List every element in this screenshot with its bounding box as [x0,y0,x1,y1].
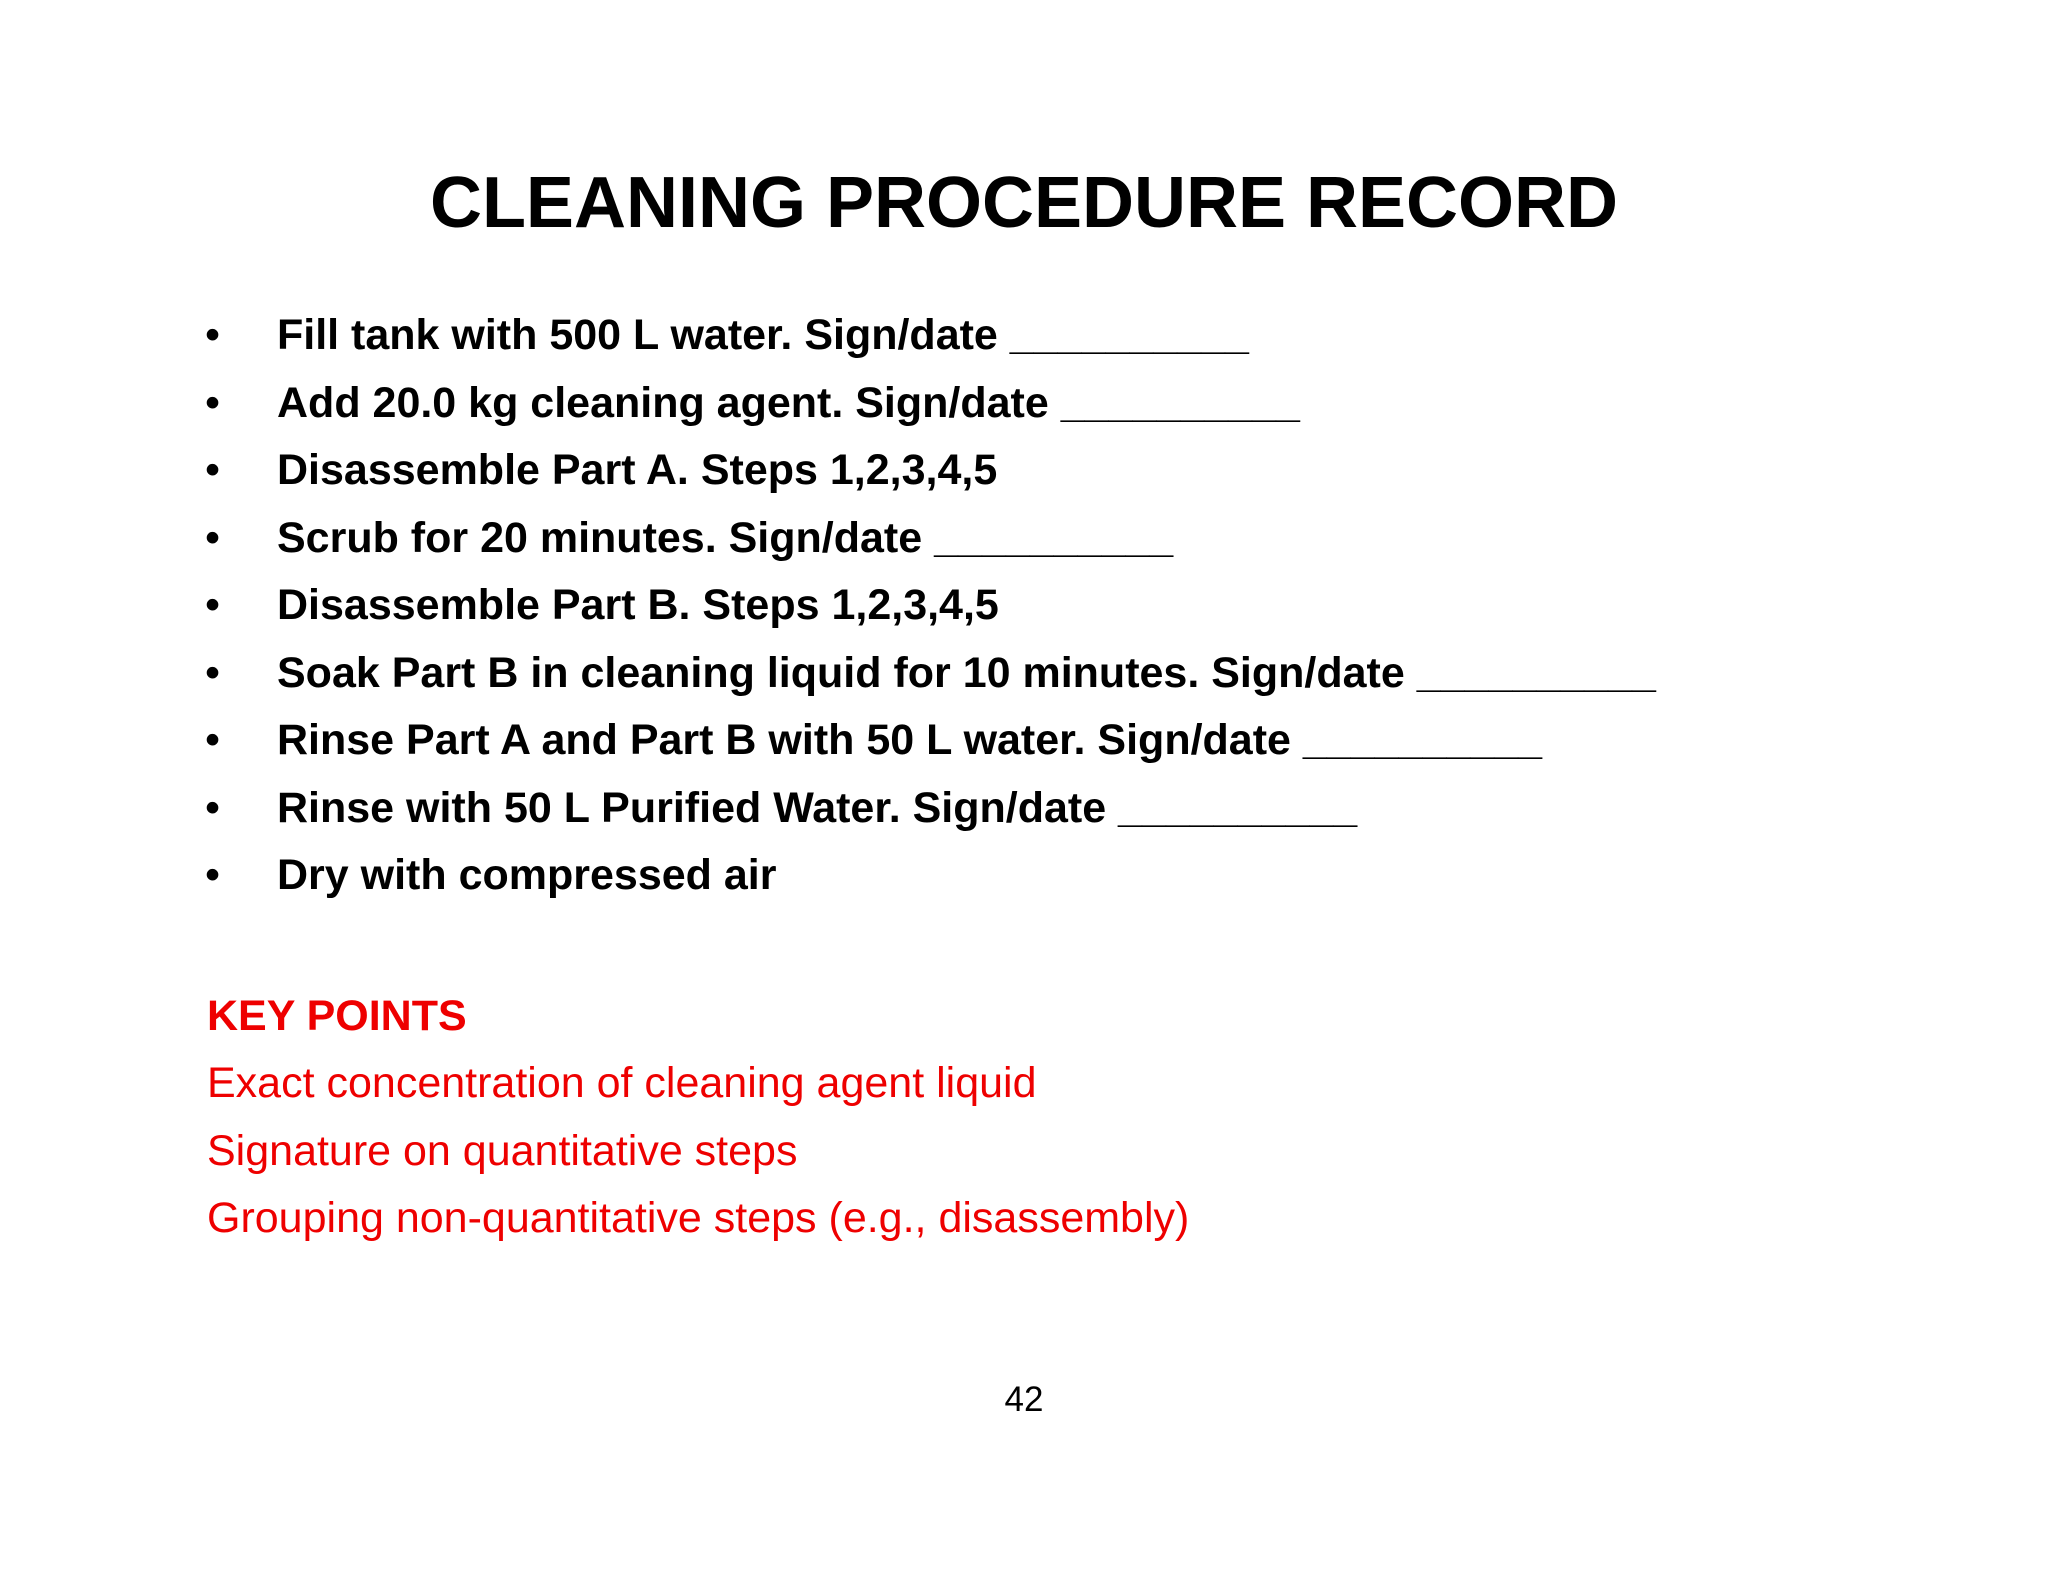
bullet-icon: • [205,446,221,494]
procedure-step [205,572,1656,640]
procedure-steps-list [205,302,1656,910]
procedure-step-text: Disassemble Part B. Steps 1,2,3,4,5 [277,581,999,629]
key-points-section [207,983,1189,1253]
procedure-step-text: Add 20.0 kg cleaning agent. Sign/date __________ [277,378,1300,427]
procedure-step [205,775,1656,843]
bullet-icon: • [205,648,221,697]
procedure-step-text: Rinse with 50 L Purified Water. Sign/date __________ [277,783,1358,832]
bullet-icon: • [205,783,221,832]
procedure-step [205,505,1656,573]
procedure-step [205,302,1656,370]
procedure-step [205,370,1656,438]
procedure-step-text: Rinse Part A and Part B with 50 L water. Sign/date __________ [277,716,1543,764]
page-number: 42 [1004,1380,1044,1419]
procedure-step-text: Dry with compressed air [277,851,777,899]
procedure-step [205,640,1656,708]
bullet-icon: • [205,378,221,427]
key-point-item: Signature on quantitative steps [207,1126,798,1175]
procedure-step-text: Disassemble Part A. Steps 1,2,3,4,5 [277,446,998,494]
key-point-item: Grouping non-quantitative steps (e.g., disassembly) [207,1194,1190,1242]
procedure-step [205,437,1656,505]
bullet-icon: • [205,581,221,629]
key-points-heading: KEY POINTS [207,992,467,1040]
procedure-step-text: Scrub for 20 minutes. Sign/date __________ [277,513,1174,562]
bullet-icon: • [205,513,221,562]
bullet-icon: • [205,851,221,899]
bullet-icon: • [205,311,221,359]
key-point-item: Exact concentration of cleaning agent liquid [207,1059,1037,1107]
procedure-step [205,707,1656,775]
procedure-step-text: Fill tank with 500 L water. Sign/date __________ [277,311,1249,359]
page-title: CLEANING PROCEDURE RECORD [429,163,1619,243]
procedure-step [205,842,1656,910]
bullet-icon: • [205,716,221,764]
procedure-step-text: Soak Part B in cleaning liquid for 10 minutes. Sign/date __________ [277,648,1656,697]
